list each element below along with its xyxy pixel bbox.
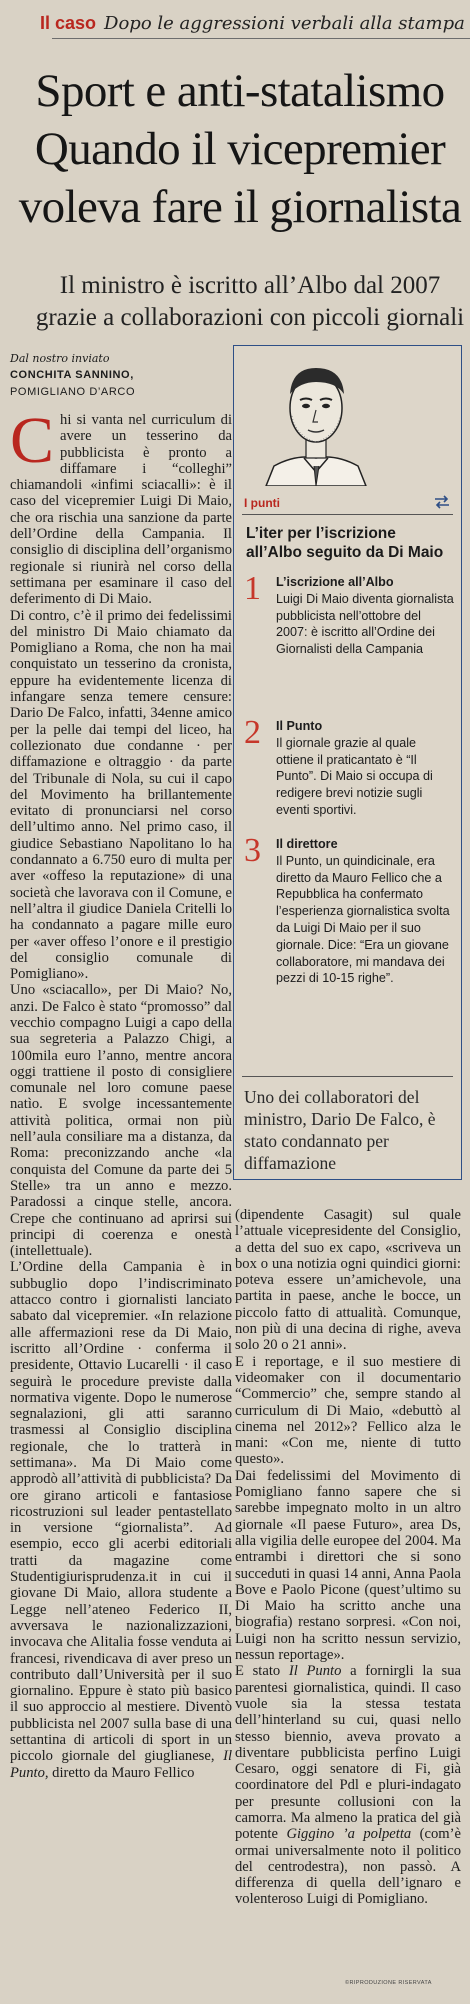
point-1	[242, 570, 454, 658]
box-label: I punti	[244, 496, 280, 510]
byline	[10, 350, 230, 401]
point-number: 1	[244, 570, 261, 607]
paragraph-text: diretto da Mauro Fellico	[52, 1764, 195, 1781]
point-text: Luigi Di Maio diventa giornalista pubblicista nell’ottobre del 2007: è iscritto all’Ordine dei Giornalisti della Campania	[276, 591, 454, 657]
article-paragraph: Di contro, c’è il primo dei fedelissimi del ministro Di Maio chiamato da Pomigliano a Roma, che non ha mai conquistato un tesserino da cronista, eppure ha evidentemente licenza di infangare senza temere censure: Dario De Falco, infatti, 34enne amico per la pelle dai tempi del liceo, ha collezionato due condanne · per diffamazione e oltraggio · da parte del Tribunale di Nola, su cui il capo del Movimento ha brillantemente evitato di pronunciarsi nel corso dell’ultimo anno. Nel primo caso, il giudice Sebastiano Napolitano lo ha condannato a 6.750 euro di multa per aver «offeso la reputazione» di una società che lavorava con il Comune, e nell’altra il giudice Daniela Critelli lo ha condannato a pagare mille euro per «aver offeso l’onore e il prestigio del consiglio comunale di Pomigliano».	[10, 607, 232, 983]
point-title: L’iscrizione all’Albo	[276, 575, 394, 589]
deck-line-1: Il ministro è iscritto all’Albo dal 2007	[59, 272, 441, 299]
portrait-illustration	[256, 354, 376, 486]
point-number: 3	[244, 832, 261, 869]
paragraph-text: L’Ordine della Campania è in subbuglio dopo l’indiscriminato attacco contro i giornalisti lanciato sabato dal vicepremier. «In relazione alle affermazioni rese da Di Maio, iscritto all’Ordine · conferma il presidente, Ottavio Lucarelli · il caso seguirà le procedure previste dalla normativa vigente. Dopo le numerose segnalazioni, gli atti saranno trasmessi al Consiglio disciplina regionale, che lo tratterà in settimana». Ma Di Maio come approdò all’attività di pubblicista? Da ore girano articoli e fantasiose ricostruzioni sul leader pentastellato in versione “giornalista”. Ad esempio, ecco gli acerbi editoriali tratti da magazine come Studentigiurisprudenza.it in cui il giovane Di Maio, allora studente a Legge nell’ateneo Federico II, avversava le nazionalizzazioni, invocava che Alitalia fosse venduta ai francesi, rivendicava di aver preso un contributo dall’Università per il suo giornalino. Eppure è stato più basico il suo approccio al mestiere. Diventò pubblicista nel 2007 sulla base di una settantina di articoli di sport in un piccolo giornale del giuglianese,	[10, 1259, 232, 1765]
article-paragraph	[235, 1663, 461, 1907]
byline-from: Dal nostro inviato	[10, 352, 110, 365]
article-paragraph	[10, 404, 232, 608]
info-box	[233, 345, 462, 1180]
byline-author: CONCHITA SANNINO,	[10, 369, 134, 381]
article-column-1	[10, 404, 232, 1781]
headline	[10, 62, 470, 236]
point-title: Il direttore	[276, 837, 338, 851]
article-paragraph: Dai fedelissimi del Movimento di Pomigliano fanno sapere che si sarebbe impegnato molto in un altro giornale «Il paese Futuro», area Ds, alla vigilia delle europee del 2004. Ma entrambi i direttori che si sono succeduti in quasi 14 anni, Anna Paola Bove e Paolo Picone (quest’ultimo su Di Maio ha scritto anche una biografia) restano sorpresi. «Con noi, Luigi non ha scritto nessun servizio, nessun reportage».	[235, 1467, 461, 1664]
pull-quote: Uno dei collaboratori del ministro, Dario De Falco, è stato condannato per diffamazione	[244, 1087, 436, 1173]
point-number: 2	[244, 714, 261, 751]
point-3	[242, 832, 454, 987]
box-divider	[242, 514, 453, 515]
point-title: Il Punto	[276, 719, 323, 733]
box-title: L’iter per l’iscrizione all’Albo seguito da Di Maio	[246, 525, 444, 561]
paragraph-text: a fornirgli la sua parentesi giornalistica, quindi. Il caso vuole sia la stessa testata dell’hinterland su cui, quasi nello stesso biennio, aveva provato a diventare pubblicista perfino Luigi Cesaro, oggi senatore di Fi, già coordinatore del Pdl e pluri-indagato per presunte collusioni con la camorra. Ma almeno la pratica del già potente	[235, 1663, 461, 1843]
point-2	[242, 714, 454, 819]
box-divider	[242, 1076, 453, 1077]
kicker-divider	[52, 38, 470, 39]
drop-cap: C	[10, 404, 55, 477]
point-text: Il giornale grazie al quale ottiene il praticantato è “Il Punto”. Di Maio si occupa di redigere brevi notizie sugli eventi sportivi.	[276, 735, 433, 817]
headline-line-1: Sport e anti-statalismo	[35, 65, 445, 117]
paragraph-text: hi si vanta nel curriculum di avere un tesserino da pubblicista è pronto a diffamare i “colleghi” chiamandoli «infimi sciacalli»: è il caso del vicepremier Luigi Di Maio, che ora rischia una sanzione da parte dell’Ordine della Campania. Il consiglio di disciplina dell’organismo regionale si riunirà nel corso della settimana per esaminare il caso del deferimento di Di Maio.	[10, 412, 232, 608]
paragraph-text: E stato	[235, 1663, 281, 1680]
rubric-label: Il caso	[40, 13, 97, 33]
kicker-topic: Dopo le aggressioni verbali alla stampa	[104, 13, 465, 34]
headline-line-2: Quando il vicepremier	[34, 123, 446, 175]
newspaper-name: Il Punto,	[10, 1748, 232, 1781]
deck-subtitle	[30, 270, 470, 334]
point-text: Il Punto, un quindicinale, era diretto da Mauro Fellico che a Repubblica ha confermato l’esperienza giornalistica svolta da Luigi Di Maio per il suo giornale. Dice: “Era un giovane collaboratore, mi mandava dei pezzi di 10-15 righe”.	[276, 853, 450, 986]
headline-line-3: voleva fare il giornalista	[18, 181, 462, 233]
article-paragraph	[10, 1259, 232, 1781]
newspaper-name: Il Punto	[288, 1663, 342, 1680]
article-paragraph: E i reportage, e il suo mestiere di videomaker con il documentario “Commercio” che, sempre stando al curriculum di Di Maio, «debuttò al cinema nel 2012»? Fellico alza le mani: «Con me, niente di tutto questo».	[235, 1353, 461, 1468]
kicker	[40, 12, 470, 36]
article-paragraph: (dipendente Casagit) sul quale l’attuale vicepresidente del Consiglio, a detta del suo ex capo, «scriveva un box o una notizia ogni quindici giorni: poteva essere un’amichevole, una partita in paese, anche le bocce, un piccolo fatto di attualità. Comunque, non più di una decina di righe, aveva solo 20 o 21 anni».	[235, 1207, 461, 1354]
byline-place: POMIGLIANO D’ARCO	[10, 386, 136, 398]
swap-arrows-icon	[433, 494, 451, 510]
article-column-2	[235, 1207, 461, 1908]
article-paragraph: Uno «sciacallo», per Di Maio? No, anzi. De Falco è stato “promosso” dal vecchio compagno Luigi a capo della sua segreteria a Palazzo Chigi, a 100mila euro l’anno, mentre ancora oggi trattiene il posto di consigliere comunale nel loro comune paese natìo. E svolge incessantemente attività politica, ormai non più nell’aula consiliare ma a distanza, da Roma: preconizzando anche «la conquista del Comune da parte dei 5 Stelle» tra un anno e mezzo. Paradossi a cinque stelle, ancora. Crepe che continuano ad aprirsi sui principi di coerenza e onestà (intellettuale).	[10, 982, 232, 1260]
paragraph-text: (com’è ormai universalmente noto il politico del centrodestra), non passò. A differenza di quella dell’ignaro e volenteroso Luigi di Pomigliano.	[235, 1826, 461, 1908]
deck-line-2: grazie a collaborazioni con piccoli giornali	[35, 304, 465, 331]
copyright-notice: ©RIPRODUZIONE RISERVATA	[345, 1980, 432, 1986]
nickname: Giggino ’a polpetta	[286, 1826, 412, 1843]
